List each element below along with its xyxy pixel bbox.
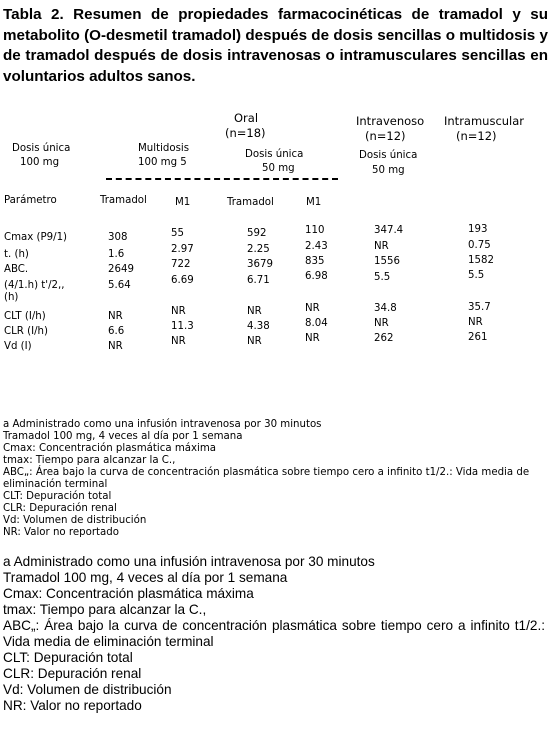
- table-cell: 8.04: [305, 318, 328, 329]
- footnote: Cmax: Concentración plasmática máxima: [3, 586, 254, 601]
- table-cell: NR: [374, 241, 389, 252]
- header-dosis-unica-2-sub: 50 mg: [262, 163, 295, 174]
- header-dosis-unica-3: Dosis única: [359, 150, 418, 161]
- table-cell: 5.64: [108, 280, 131, 291]
- footnote: Vd: Volumen de distribución: [3, 682, 172, 697]
- footnote: a Administrado como una infusión intravenosa por 30 minutos: [3, 554, 375, 569]
- footnote: Tramadol 100 mg, 4 veces al día por 1 semana: [3, 570, 288, 585]
- col-parametro: Parámetro: [4, 195, 57, 206]
- table-cell: 347.4: [374, 225, 404, 236]
- table-cell: 722: [171, 259, 191, 270]
- table-cell: 261: [468, 332, 488, 343]
- table-cell: 193: [468, 224, 488, 235]
- col-m1-2: M1: [306, 197, 322, 208]
- footnote: ABC„: Área bajo la curva de concentración plasmática sobre tiempo cero a infinito t1/2.: Vida media de eliminación terminal: [3, 467, 530, 490]
- table-cell: Cmax (P9/1): [4, 232, 68, 243]
- header-intravenoso: Intravenoso: [356, 114, 425, 128]
- table-cell: 835: [305, 256, 325, 267]
- table-cell: 35.7: [468, 302, 491, 313]
- table-cell: 262: [374, 333, 394, 344]
- header-dosis-unica-1-sub: 100 mg: [20, 157, 60, 168]
- footnote: Vd: Volumen de distribución: [3, 515, 147, 526]
- table-cell: 1582: [468, 255, 494, 266]
- col-tramadol-2: Tramadol: [227, 197, 274, 208]
- table-cell: NR: [468, 317, 483, 328]
- table-cell: 1556: [374, 256, 400, 267]
- header-multidosis-sub: 100 mg 5: [138, 157, 187, 168]
- footnotes-small: [3, 419, 549, 539]
- footnote: tmax: Tiempo para alcanzar la C.,: [3, 602, 207, 617]
- table-cell: 6.71: [247, 275, 270, 286]
- footnote: CLR: Depuración renal: [3, 503, 117, 514]
- table-cell: 2.25: [247, 244, 270, 255]
- col-tramadol-1: Tramadol: [100, 195, 147, 206]
- footnote: ABC„: Área bajo la curva de concentración plasmática sobre tiempo cero a infinito t1/2.: Vida media de eliminación terminal: [3, 618, 545, 649]
- table-cell: NR: [374, 318, 389, 329]
- header-multidosis: Multidosis: [138, 143, 190, 154]
- table-cell: Vd (I): [4, 341, 32, 352]
- table-cell: 6.98: [305, 271, 328, 282]
- header-oral: Oral: [234, 111, 259, 125]
- table-cell: 1.6: [108, 249, 125, 260]
- table-cell: 34.8: [374, 303, 397, 314]
- table-cell: 55: [171, 228, 184, 239]
- table-cell: 3679: [247, 259, 273, 270]
- footnote: CLT: Depuración total: [3, 491, 112, 502]
- table-cell: NR: [108, 341, 123, 352]
- table-cell: NR: [247, 336, 262, 347]
- table-cell: 2.43: [305, 241, 328, 252]
- footnote: NR: Valor no reportado: [3, 527, 119, 538]
- header-intramuscular: Intramuscular: [444, 114, 525, 128]
- table-cell: CLT (I/h): [4, 311, 46, 322]
- footnote: Tramadol 100 mg, 4 veces al día por 1 semana: [3, 431, 243, 442]
- footnote: Cmax: Concentración plasmática máxima: [3, 443, 217, 454]
- table-cell: (4/1.h) t'/2,,: [4, 280, 65, 291]
- header-intravenoso-n: (n=12): [365, 129, 406, 143]
- table-cell: 5.5: [468, 270, 485, 281]
- footnote: NR: Valor no reportado: [3, 698, 142, 713]
- table-cell: 6.69: [171, 275, 194, 286]
- table-cell: 2.97: [171, 244, 194, 255]
- table-cell: 0.75: [468, 240, 491, 251]
- table-cell: ABC.: [4, 264, 29, 275]
- table-cell: 2649: [108, 264, 134, 275]
- table-cell: 4.38: [247, 321, 270, 332]
- table-cell: NR: [171, 306, 186, 317]
- header-dosis-unica-1: Dosis única: [12, 143, 71, 154]
- table-cell: CLR (I/h): [4, 326, 48, 337]
- footnote: CLT: Depuración total: [3, 650, 133, 665]
- table-cell: 308: [108, 232, 128, 243]
- header-dosis-unica-3-sub: 50 mg: [372, 165, 405, 176]
- table-cell: 5.5: [374, 272, 391, 283]
- footnote: a Administrado como una infusión intravenosa por 30 minutos: [3, 419, 322, 430]
- table-cell: NR: [247, 306, 262, 317]
- table-cell: NR: [305, 303, 320, 314]
- table-cell: NR: [171, 336, 186, 347]
- table-cell: 592: [247, 228, 267, 239]
- table-cell: 6.6: [108, 326, 125, 337]
- oral-dashed-rule: [106, 178, 338, 180]
- table-cell: 11.3: [171, 321, 194, 332]
- table-cell: (h): [4, 292, 19, 303]
- table-cell: NR: [108, 311, 123, 322]
- footnote: CLR: Depuración renal: [3, 666, 142, 681]
- table-cell: t. (h): [4, 249, 29, 260]
- header-intramuscular-n: (n=12): [456, 129, 497, 143]
- col-m1-1: M1: [175, 197, 191, 208]
- footnotes-large: [3, 554, 545, 714]
- table-cell: NR: [305, 333, 320, 344]
- header-oral-n: (n=18): [225, 126, 266, 140]
- footnote: tmax: Tiempo para alcanzar la C.,: [3, 455, 176, 466]
- table-title: Tabla 2. Resumen de propiedades farmacocinéticas de tramadol y su metabolito (O-desmetil tramadol) después de dosis sencillas o multidosis y de tramadol después de dosis intravenosas o intramusculares sencillas en voluntarios adultos sanos.: [3, 6, 548, 85]
- header-dosis-unica-2: Dosis única: [245, 149, 304, 160]
- table-cell: 110: [305, 225, 325, 236]
